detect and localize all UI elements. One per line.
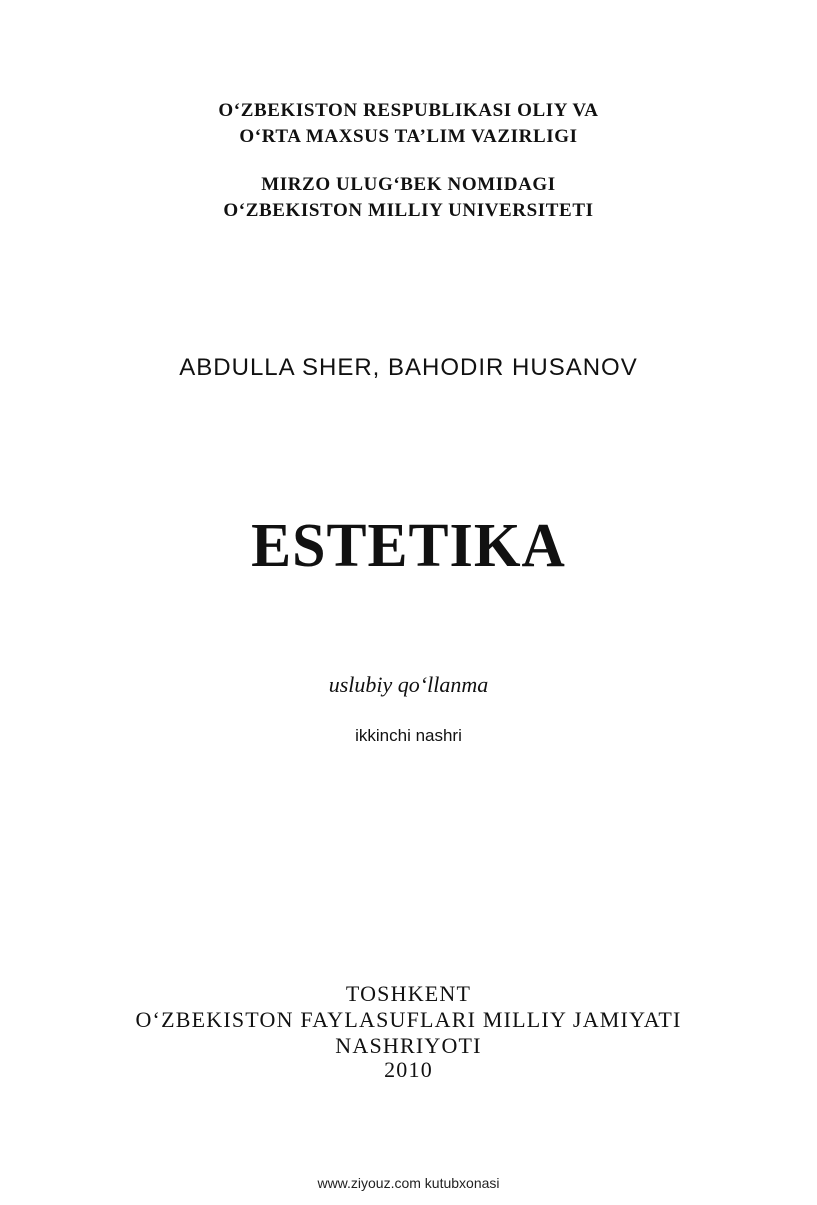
university-line-2: O‘ZBEKISTON MILLIY UNIVERSITETI — [223, 200, 594, 221]
publisher-name-line-1: O‘ZBEKISTON FAYLASUFLARI MILLIY JAMIYATI — [135, 1007, 682, 1032]
ministry-line-1: O‘ZBEKISTON RESPUBLIKASI OLIY VA — [218, 100, 599, 121]
website-footer: www.ziyouz.com kutubxonasi — [317, 1175, 500, 1191]
university-line-1: MIRZO ULUG‘BEK NOMIDAGI — [261, 174, 556, 195]
book-title: ESTETIKA — [251, 510, 566, 580]
edition-note: ikkinchi nashri — [355, 726, 462, 745]
authors: ABDULLA SHER, BAHODIR HUSANOV — [179, 354, 638, 381]
book-subtitle: uslubiy qo‘llanma — [328, 672, 489, 697]
ministry-line-2: O‘RTA MAXSUS TA’LIM VAZIRLIGI — [239, 126, 578, 147]
publisher-name-line-2: NASHRIYOTI — [335, 1033, 482, 1058]
publisher-city: TOSHKENT — [345, 981, 472, 1006]
publication-year: 2010 — [384, 1057, 433, 1082]
